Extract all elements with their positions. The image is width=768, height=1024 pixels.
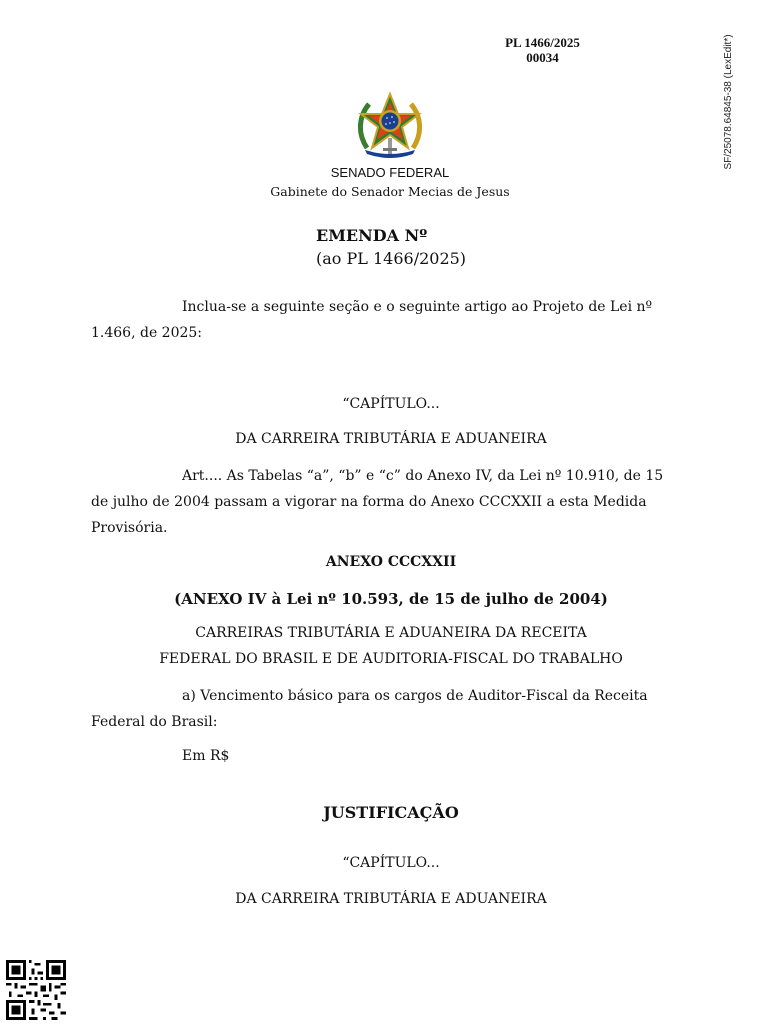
justification-chapter: “CAPÍTULO... — [342, 855, 440, 871]
document-reference — [470, 35, 615, 65]
annex-reference: (ANEXO IV à Lei nº 10.593, de 15 de julho de 2004) — [174, 590, 608, 608]
chapter-heading: “CAPÍTULO... — [342, 396, 440, 412]
currency-label: Em R$ — [182, 748, 230, 764]
article-paragraph: Art.... As Tabelas “a”, “b” e “c” do Anexo IV, da Lei nº 10.910, de 15 de julho de 2004 passam a vigorar na forma do Anexo CCCXXII a esta Medida Provisória. — [91, 468, 664, 536]
office-name: Gabinete do Senador Mecias de Jesus — [270, 184, 510, 199]
pl-number: PL 1466/2025 — [505, 35, 580, 50]
justification-title: JUSTIFICAÇÃO — [323, 803, 459, 822]
institution-name: SENADO FEDERAL — [330, 165, 450, 180]
pl-code: 00034 — [526, 50, 559, 65]
careers-line-1: CARREIRAS TRIBUTÁRIA E ADUANEIRA DA RECEITA — [195, 625, 587, 641]
item-a-paragraph: a) Vencimento básico para os cargos de Auditor-Fiscal da Receita Federal do Brasil: — [91, 688, 648, 730]
careers-line-2: FEDERAL DO BRASIL E DE AUDITORIA-FISCAL DO TRABALHO — [159, 651, 623, 667]
intro-paragraph: Inclua-se a seguinte seção e o seguinte artigo ao Projeto de Lei nº 1.466, de 2025: — [91, 299, 653, 341]
side-code: SF/25078.64845-38 (LexEdit*) — [723, 34, 734, 170]
brazil-coat-of-arms-icon — [355, 88, 425, 160]
chapter-title: DA CARREIRA TRIBUTÁRIA E ADUANEIRA — [235, 431, 547, 447]
amendment-subtitle: (ao PL 1466/2025) — [316, 249, 467, 268]
annex-title: ANEXO CCCXXII — [325, 554, 457, 570]
amendment-title: EMENDA Nº — [316, 226, 428, 245]
justification-chapter-title: DA CARREIRA TRIBUTÁRIA E ADUANEIRA — [235, 891, 547, 907]
qr-code-icon — [6, 960, 66, 1020]
